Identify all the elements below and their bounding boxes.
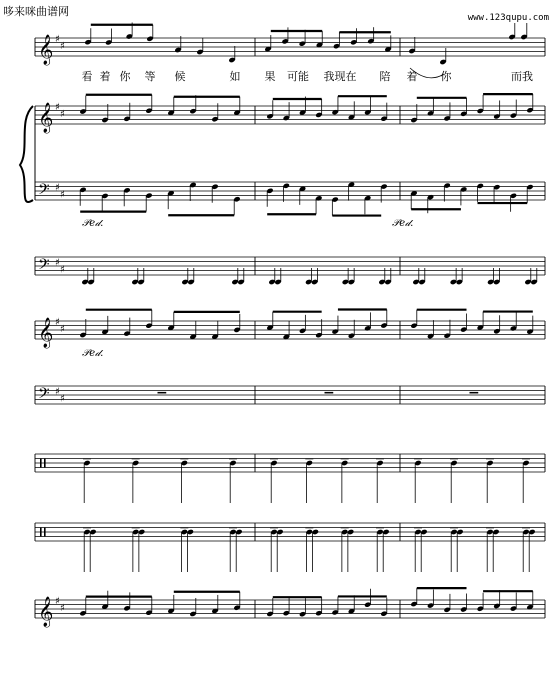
note-head bbox=[306, 529, 313, 535]
whole-rest: − bbox=[323, 385, 335, 401]
note-head bbox=[84, 39, 91, 45]
note-head bbox=[477, 183, 484, 189]
note-head bbox=[492, 529, 499, 535]
note-head bbox=[456, 529, 463, 535]
staff-9 bbox=[35, 588, 545, 628]
sharp-icon: ♯ bbox=[55, 596, 60, 607]
note-head bbox=[311, 279, 318, 285]
note-head bbox=[380, 322, 387, 328]
sharp-icon: ♯ bbox=[60, 108, 65, 120]
note-head bbox=[526, 184, 533, 190]
note-head bbox=[418, 279, 425, 285]
note-head bbox=[439, 59, 446, 65]
bass-clef-icon: 𝄢 bbox=[38, 385, 50, 406]
note-head bbox=[493, 279, 500, 285]
treble-clef-icon: 𝄞 bbox=[38, 597, 54, 627]
note-head bbox=[196, 49, 203, 55]
note-head bbox=[231, 279, 238, 285]
note-head bbox=[460, 186, 467, 192]
note-head bbox=[378, 279, 385, 285]
note-head bbox=[427, 333, 434, 339]
note-head bbox=[443, 333, 450, 339]
note-head bbox=[331, 328, 338, 334]
sharp-icon: ♯ bbox=[55, 34, 60, 45]
note-head bbox=[348, 333, 355, 339]
note-head bbox=[460, 111, 467, 117]
note-head bbox=[414, 460, 421, 466]
note-head bbox=[83, 460, 90, 466]
note-head bbox=[281, 38, 288, 44]
note-head bbox=[123, 605, 130, 611]
note-head bbox=[493, 328, 500, 334]
note-head bbox=[276, 529, 283, 535]
note-head bbox=[486, 529, 493, 535]
note-head bbox=[187, 279, 194, 285]
note-head bbox=[493, 184, 500, 190]
note-head bbox=[138, 529, 145, 535]
note-head bbox=[364, 109, 371, 115]
lyric-syllable: 着 bbox=[406, 70, 418, 83]
note-head bbox=[530, 279, 537, 285]
note-head bbox=[181, 460, 188, 466]
note-head bbox=[348, 279, 355, 285]
note-head bbox=[408, 48, 415, 54]
note-head bbox=[229, 460, 236, 466]
note-head bbox=[450, 529, 457, 535]
note-head bbox=[410, 323, 417, 329]
lyric-syllable: 你 bbox=[119, 70, 131, 83]
note-head bbox=[331, 196, 338, 202]
note-head bbox=[283, 334, 290, 340]
note-head bbox=[477, 606, 484, 612]
note-head bbox=[189, 182, 196, 188]
treble-clef-icon: 𝄞 bbox=[38, 103, 54, 133]
note-head bbox=[81, 279, 88, 285]
note-head bbox=[189, 108, 196, 114]
note-head bbox=[348, 608, 355, 614]
note-head bbox=[364, 195, 371, 201]
note-head bbox=[427, 602, 434, 608]
note-head bbox=[266, 325, 273, 331]
note-head bbox=[348, 182, 355, 188]
note-head bbox=[376, 529, 383, 535]
note-head bbox=[456, 279, 463, 285]
note-head bbox=[274, 279, 281, 285]
note-head bbox=[526, 328, 533, 334]
note-head bbox=[384, 279, 391, 285]
note-head bbox=[412, 279, 419, 285]
sharp-icon: ♯ bbox=[55, 102, 60, 113]
note-head bbox=[486, 460, 493, 466]
sharp-icon: ♯ bbox=[60, 602, 65, 614]
sharp-icon: ♯ bbox=[60, 264, 65, 276]
note-head bbox=[283, 115, 290, 121]
note-head bbox=[315, 195, 322, 201]
staff-4 bbox=[35, 256, 545, 285]
note-head bbox=[146, 36, 153, 42]
note-head bbox=[493, 113, 500, 119]
note-head bbox=[376, 460, 383, 466]
note-head bbox=[341, 460, 348, 466]
treble-clef-icon: 𝄞 bbox=[38, 35, 54, 65]
note-head bbox=[233, 196, 240, 202]
staff-6 bbox=[35, 385, 545, 406]
note-head bbox=[266, 188, 273, 194]
note-head bbox=[520, 34, 527, 40]
note-head bbox=[145, 610, 152, 616]
note-head bbox=[145, 108, 152, 114]
note-head bbox=[268, 279, 275, 285]
sharp-icon: ♯ bbox=[55, 386, 60, 398]
lyric-syllable: 可能 bbox=[287, 70, 309, 83]
note-head bbox=[315, 112, 322, 118]
note-head bbox=[487, 279, 494, 285]
note-head bbox=[460, 606, 467, 612]
note-head bbox=[89, 529, 96, 535]
lyric-syllable: 看 bbox=[81, 70, 93, 83]
note-head bbox=[145, 323, 152, 329]
note-head bbox=[299, 328, 306, 334]
note-head bbox=[101, 117, 108, 123]
sharp-icon: ♯ bbox=[60, 189, 65, 201]
staff-2 bbox=[35, 94, 545, 134]
piano-brace bbox=[20, 106, 33, 202]
note-head bbox=[181, 279, 188, 285]
note-head bbox=[137, 279, 144, 285]
note-head bbox=[233, 605, 240, 611]
bass-clef-icon: 𝄢 bbox=[38, 181, 50, 202]
note-head bbox=[367, 38, 374, 44]
note-head bbox=[189, 611, 196, 617]
note-head bbox=[131, 279, 138, 285]
whole-rest: − bbox=[156, 385, 168, 401]
note-head bbox=[347, 529, 354, 535]
note-head bbox=[101, 604, 108, 610]
note-head bbox=[211, 116, 218, 122]
note-head bbox=[427, 194, 434, 200]
note-head bbox=[382, 529, 389, 535]
sharp-icon: ♯ bbox=[55, 317, 60, 328]
lyric-syllable: 候 bbox=[174, 70, 186, 83]
note-head bbox=[460, 326, 467, 332]
note-head bbox=[420, 529, 427, 535]
note-head bbox=[79, 108, 86, 114]
note-head bbox=[380, 116, 387, 122]
note-head bbox=[181, 529, 188, 535]
note-head bbox=[299, 41, 306, 47]
note-head bbox=[266, 611, 273, 617]
sharp-icon: ♯ bbox=[60, 323, 65, 335]
sharp-icon: ♯ bbox=[60, 393, 65, 405]
note-head bbox=[306, 460, 313, 466]
sharp-icon: ♯ bbox=[55, 257, 60, 269]
note-head bbox=[299, 109, 306, 115]
note-head bbox=[312, 529, 319, 535]
note-head bbox=[167, 608, 174, 614]
note-head bbox=[315, 332, 322, 338]
note-head bbox=[266, 113, 273, 119]
note-head bbox=[123, 330, 130, 336]
note-head bbox=[493, 603, 500, 609]
note-head bbox=[211, 608, 218, 614]
percussion-clef-icon bbox=[40, 459, 42, 468]
note-head bbox=[283, 183, 290, 189]
note-head bbox=[333, 43, 340, 49]
pedal-mark: 𝒫𝑒𝒹. bbox=[82, 218, 104, 229]
lyric-syllable: 你 bbox=[440, 70, 452, 83]
lyric-syllable: 陪 bbox=[379, 70, 391, 83]
note-head bbox=[524, 279, 531, 285]
note-head bbox=[443, 182, 450, 188]
note-head bbox=[211, 334, 218, 340]
note-head bbox=[364, 325, 371, 331]
note-head bbox=[167, 190, 174, 196]
note-head bbox=[126, 33, 133, 39]
note-head bbox=[79, 187, 86, 193]
note-head bbox=[174, 47, 181, 53]
treble-clef-icon: 𝄞 bbox=[38, 318, 54, 348]
note-head bbox=[123, 187, 130, 193]
note-head bbox=[101, 193, 108, 199]
note-head bbox=[510, 112, 517, 118]
note-head bbox=[315, 610, 322, 616]
lyric-syllable: 如 bbox=[229, 70, 241, 83]
note-head bbox=[508, 34, 515, 40]
note-head bbox=[235, 529, 242, 535]
note-head bbox=[510, 605, 517, 611]
note-head bbox=[211, 184, 218, 190]
note-head bbox=[299, 186, 306, 192]
note-head bbox=[83, 529, 90, 535]
note-head bbox=[123, 116, 130, 122]
note-head bbox=[410, 190, 417, 196]
lyric-syllable: 而我 bbox=[511, 70, 533, 83]
note-head bbox=[522, 529, 529, 535]
lyric-syllable: 着 bbox=[99, 70, 111, 83]
lyric-syllable: 我现在 bbox=[323, 70, 357, 83]
note-head bbox=[132, 529, 139, 535]
note-head bbox=[229, 529, 236, 535]
note-head bbox=[233, 327, 240, 333]
note-head bbox=[283, 610, 290, 616]
note-head bbox=[167, 110, 174, 116]
note-head bbox=[145, 192, 152, 198]
note-head bbox=[187, 529, 194, 535]
lyrics-line bbox=[0, 68, 557, 88]
note-head bbox=[270, 529, 277, 535]
staff-7 bbox=[35, 454, 545, 503]
whole-rest: − bbox=[468, 385, 480, 401]
note-head bbox=[299, 611, 306, 617]
note-head bbox=[316, 42, 323, 48]
note-head bbox=[167, 325, 174, 331]
percussion-clef-icon bbox=[44, 459, 46, 468]
note-head bbox=[384, 46, 391, 52]
note-head bbox=[341, 529, 348, 535]
note-head bbox=[364, 602, 371, 608]
pedal-mark: 𝒫𝑒𝒹. bbox=[392, 218, 414, 229]
note-head bbox=[450, 279, 457, 285]
note-head bbox=[510, 325, 517, 331]
note-head bbox=[101, 329, 108, 335]
note-head bbox=[305, 279, 312, 285]
note-head bbox=[342, 279, 349, 285]
note-head bbox=[528, 529, 535, 535]
percussion-clef-icon bbox=[44, 528, 46, 537]
note-head bbox=[331, 109, 338, 115]
note-head bbox=[270, 460, 277, 466]
note-head bbox=[132, 460, 139, 466]
bass-clef-icon: 𝄢 bbox=[38, 256, 50, 277]
note-head bbox=[79, 610, 86, 616]
note-head bbox=[477, 324, 484, 330]
note-head bbox=[450, 460, 457, 466]
note-head bbox=[228, 57, 235, 63]
note-head bbox=[237, 279, 244, 285]
sharp-icon: ♯ bbox=[55, 182, 60, 194]
note-head bbox=[264, 46, 271, 52]
note-head bbox=[105, 39, 112, 45]
staff-3 bbox=[35, 181, 545, 216]
note-head bbox=[79, 332, 86, 338]
note-head bbox=[189, 334, 196, 340]
note-head bbox=[522, 460, 529, 466]
note-head bbox=[526, 107, 533, 113]
note-head bbox=[348, 114, 355, 120]
note-head bbox=[443, 607, 450, 613]
note-head bbox=[380, 183, 387, 189]
site-url: www.123qupu.com bbox=[467, 13, 549, 23]
percussion-clef-icon bbox=[40, 528, 42, 537]
note-head bbox=[410, 601, 417, 607]
note-head bbox=[414, 529, 421, 535]
note-head bbox=[410, 117, 417, 123]
staff-5 bbox=[35, 310, 545, 349]
pedal-mark: 𝒫𝑒𝒹. bbox=[82, 348, 104, 359]
lyric-syllable: 果 bbox=[264, 70, 276, 83]
staff-8 bbox=[35, 523, 545, 572]
note-head bbox=[427, 110, 434, 116]
note-head bbox=[233, 110, 240, 116]
note-head bbox=[380, 611, 387, 617]
note-head bbox=[350, 39, 357, 45]
note-head bbox=[477, 108, 484, 114]
note-head bbox=[331, 609, 338, 615]
note-head bbox=[526, 604, 533, 610]
note-head bbox=[510, 193, 517, 199]
lyric-syllable: 等 bbox=[144, 70, 156, 83]
note-head bbox=[87, 279, 94, 285]
sharp-icon: ♯ bbox=[60, 40, 65, 52]
site-title: 哆来咪曲谱网 bbox=[3, 5, 69, 18]
note-head bbox=[443, 115, 450, 121]
